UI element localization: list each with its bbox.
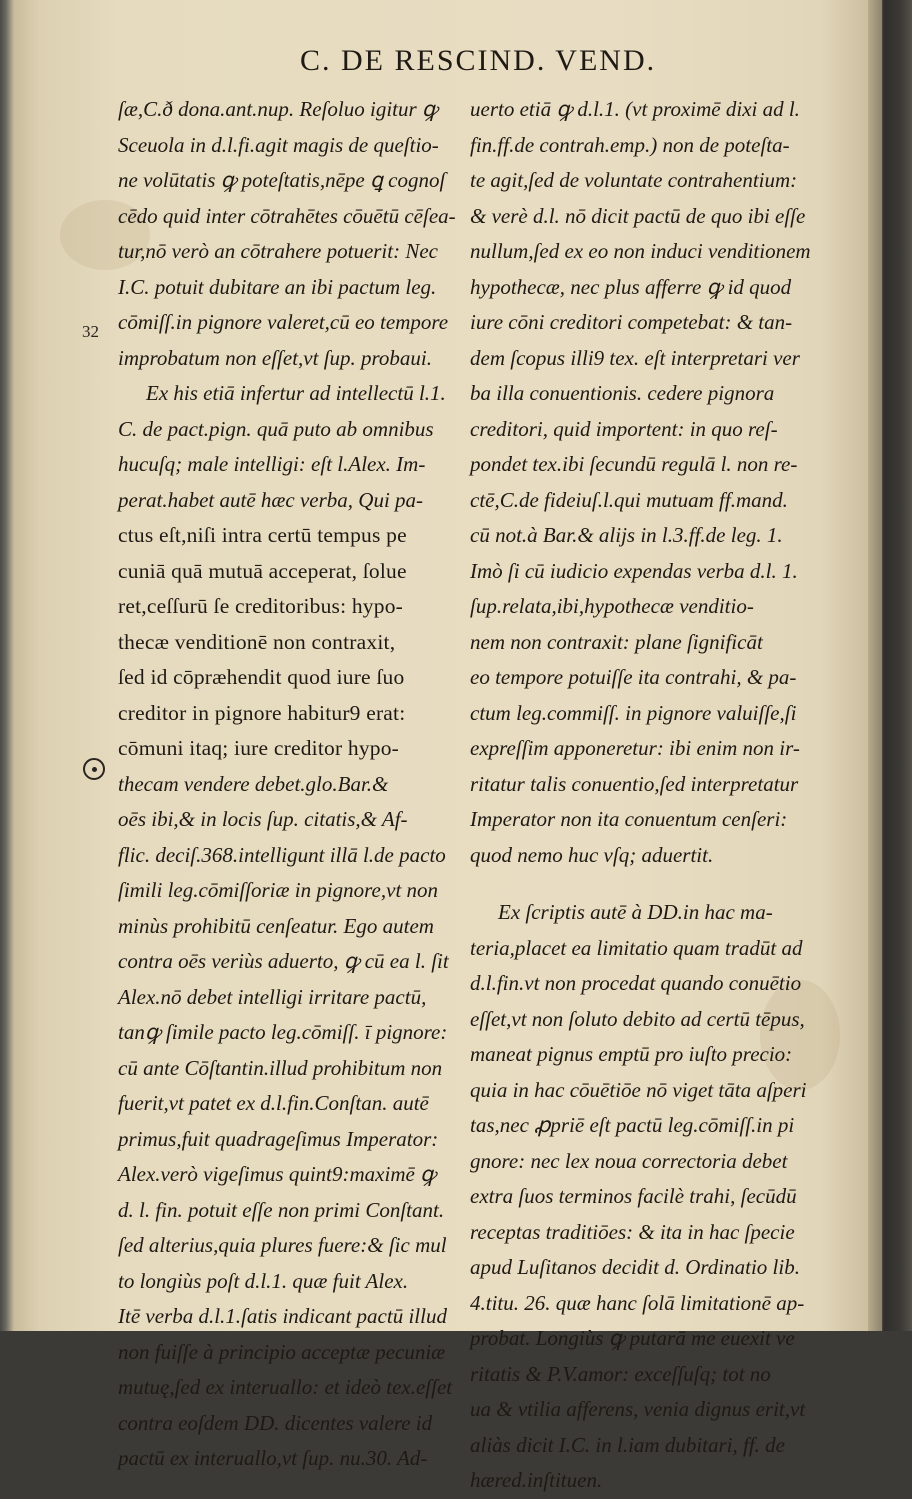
text-line: mutuę,ſed ex interuallo: et ideò tex.eſſet (118, 1375, 453, 1399)
text-line: ua & vtilia afferens, venia dignus erit,vt (470, 1397, 806, 1421)
text-line: fin.ff.de contrah.emp.) non de poteſta- (470, 132, 790, 157)
text-line: ſed id cōprӕhendit quod iure ſuo (118, 665, 405, 689)
text-line: cū not.à Bar.& alijs in l.3.ff.de leg. 1. (470, 523, 783, 547)
text-line: Sceuola in d.l.fi.agit magis de queſtio- (118, 132, 439, 157)
text-line: dem ſcopus illi9 tex. eſt interpretari ver (470, 345, 800, 370)
text-line: iure cōni creditori competebat: & tan- (470, 310, 793, 334)
right-text-column (470, 92, 811, 1499)
text-line: ctē,C.de fideiuſ.l.qui mutuam ff.mand. (470, 487, 788, 512)
text-line: Ex his etiā infertur ad intellectū l.1. (146, 381, 446, 405)
margin-paragraph-number: 32 (82, 322, 99, 341)
text-line: perat.habet autē hæc verba, Qui pa- (118, 487, 424, 512)
text-line: Itē verba d.l.1.ſatis indicant pactū illud (118, 1304, 447, 1328)
text-line: contra oēs veriùs aduerto, ꝙ cū ea l. ſit (118, 949, 449, 973)
text-line: thecæ venditionē non contraxit, (118, 629, 396, 654)
text-line: ctus eſt,niſi intra certū tempus pe (118, 523, 407, 547)
text-line: & verè d.l. nō dicit pactū de quo ibi eſſe (470, 203, 806, 228)
text-line: eſſet,vt non ſoluto debito ad certū tēpus, (470, 1006, 805, 1031)
text-line: expreſſim apponeretur: ibi enim non ir- (470, 736, 800, 760)
page-edge-shadow (868, 0, 882, 1331)
text-line: Ex ſcriptis autē à DD.in hac ma- (498, 900, 773, 924)
text-line: cū ante Cōſtantin.illud prohibitum non (118, 1055, 443, 1080)
text-line: C. de pact.pign. quā puto ab omnibus (118, 416, 434, 441)
text-line: improbatum non eſſet,vt ſup. probaui. (118, 345, 433, 370)
text-line: pondet tex.ibi ſecundū regulā l. non re- (470, 452, 798, 476)
text-line: nem non contraxit: plane ſignificāt (470, 629, 763, 654)
text-line: cēdo quid inter cōtrahētes cōuētū cēſea- (118, 203, 456, 228)
text-line: extra ſuos terminos facilè trahi, ſecūdū (470, 1184, 797, 1208)
text-line: creditori, quid importent: in quo reſ- (470, 416, 778, 441)
text-line: uerto etiā ꝙ d.l.1. (vt proximē dixi ad l. (470, 97, 800, 121)
text-line: hæred.inſtituen. (470, 1468, 603, 1492)
text-line: Imperator non ita conuentum cenſeri: (470, 807, 788, 831)
text-line: hypothecæ, nec plus afferre ꝙ id quod (470, 274, 792, 299)
text-line: to longiùs poſt d.l.1. quæ fuit Alex. (118, 1268, 409, 1293)
text-line: nullum,ſed ex eo non induci venditionem (470, 239, 811, 263)
text-line: ba illa conuentionis. cedere pignora (470, 381, 775, 405)
text-line: probat. Longiùs ꝙ putarā me euexit ve (470, 1326, 795, 1350)
text-line: minùs prohibitū cenſeatur. Ego autem (118, 913, 434, 938)
text-line: 4.titu. 26. quæ hanc ſolā limitationē ap- (470, 1290, 805, 1315)
text-line: ritatis & P.V.amor: exceſſuſq; tot no (470, 1361, 771, 1386)
text-line: ſæ,C.ð dona.ant.nup. Reſoluo igitur ꝙ (118, 97, 438, 121)
text-line: receptas traditiōes: & ita in hac ſpecie (470, 1219, 795, 1244)
text-line: gnore: nec lex noua correctoria debet (470, 1148, 788, 1173)
text-line: aliàs dicit I.C. in l.iam dubitari, ff. de (470, 1432, 785, 1457)
text-line: ret,ceſſurū ſe creditoribus: hypo- (118, 594, 404, 618)
text-line: ritatur talis conuentio,ſed interpretatur (470, 771, 799, 796)
margin-circle-mark-icon (83, 758, 105, 780)
text-line: eo tempore potuiſſe ita contrahi, & pa- (470, 665, 797, 689)
paragraph-gap (470, 873, 806, 895)
text-line: d.l.fin.vt non procedat quando conuētio (470, 971, 802, 995)
text-line: creditor in pignore habitur9 erat: (118, 700, 406, 725)
text-line: Alex.nō debet intelligi irritare pactū, (118, 984, 427, 1009)
text-line: teria,placet ea limitatio quam tradūt ad (470, 935, 803, 960)
text-line: pactū ex interuallo,vt ſup. nu.30. Ad- (118, 1446, 428, 1470)
text-line: ctum leg.commiſſ. in pignore valuiſſe,ſi (470, 700, 797, 725)
text-line: ſimili leg.cōmiſſoriæ in pignore,vt non (118, 878, 439, 902)
text-line: oēs ibi,& in locis ſup. citatis,& Af- (118, 807, 408, 831)
text-line: Imò ſi cū iudicio expendas verba d.l. 1. (470, 558, 798, 583)
text-line: fuerit,vt patet ex d.l.fin.Conſtan. autē (118, 1091, 429, 1115)
running-header: C. DE RESCIND. VEND. (300, 44, 657, 77)
text-line: non fuiſſe à principio acceptæ pecuniæ (118, 1339, 446, 1364)
text-line: tas,nec ꝓpriē eſt pactū leg.cōmiſſ.in pi (470, 1113, 795, 1137)
left-text-column (118, 92, 454, 1477)
text-line: quia in hac cōuētiōe nō viget tāta aſperi (470, 1077, 807, 1102)
text-line: flic. deciſ.368.intelligunt illā l.de pacto (118, 842, 446, 867)
text-line: primus,fuit quadrageſimus Imperator: (118, 1126, 439, 1151)
text-line: maneat pignus emptū pro iuſto precio: (470, 1042, 793, 1066)
text-line: cōmuni itaq; iure creditor hypo- (118, 736, 400, 760)
text-line: cōmiſſ.in pignore valeret,cū eo tempore (118, 310, 449, 334)
text-line: Alex.verò vigeſimus quint9:maximē ꝙ (118, 1162, 436, 1186)
text-line: thecam vendere debet.glo.Bar.& (118, 771, 389, 796)
text-line: d. l. fin. potuit eſſe non primi Conſtant. (118, 1197, 445, 1222)
text-line: contra eoſdem DD. dicentes valere id (118, 1410, 433, 1435)
text-line: cuniā quā mutuā acceperat, ſolue (118, 558, 407, 583)
text-line: te agit,ſed de voluntate contrahentium: (470, 168, 798, 192)
text-line: quod nemo huc vſq; aduertit. (470, 842, 714, 867)
text-line: hucuſq; male intelligi: eſt l.Alex. Im- (118, 452, 426, 476)
text-line: tanꝙ ſimile pacto leg.cōmiſſ. ī pignore: (118, 1020, 448, 1044)
text-line: tur,nō verò an cōtrahere potuerit: Nec (118, 239, 438, 263)
text-line: ſed alterius,quia plures fuere:& ſic mul (118, 1233, 447, 1257)
text-line: I.C. potuit dubitare an ibi pactum leg. (118, 274, 437, 299)
text-line: apud Luſitanos decidit d. Ordinatio lib. (470, 1255, 800, 1279)
text-line: ne volūtatis ꝙ poteſtatis,nēpe ꝗ cognoſ (118, 168, 446, 192)
text-line: ſup.relata,ibi,hypothecæ venditio- (470, 594, 754, 618)
